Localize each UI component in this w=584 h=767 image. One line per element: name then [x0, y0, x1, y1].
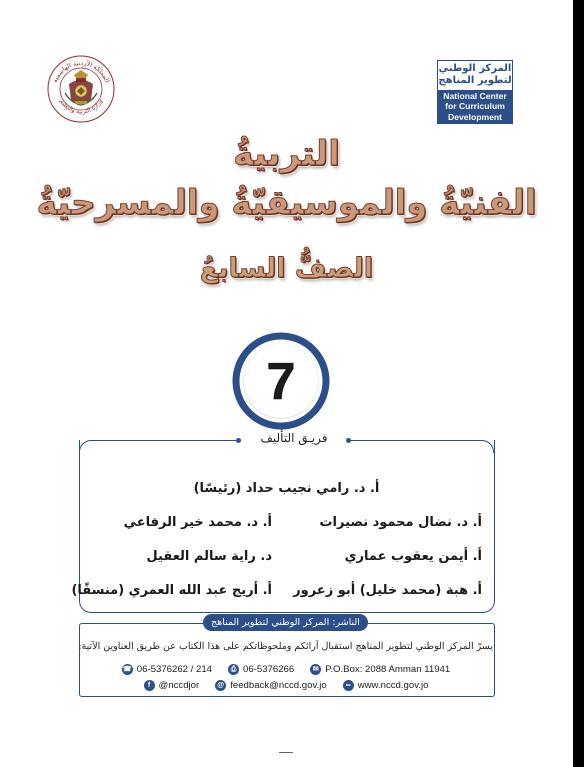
nccd-logo-english: [438, 90, 512, 123]
book-title-line1: التربيةُ: [233, 134, 340, 174]
heading-dot-left: [236, 438, 241, 443]
grade-number-badge: [232, 332, 330, 430]
book-title-line2: الفنيّةُ والموسيقيّةُ والمسرحيّةُ: [36, 183, 537, 223]
author-member-1: أ. د. نضال محمود نصيرات: [319, 515, 482, 530]
ministry-seal-icon: [47, 55, 115, 123]
facebook-text: @nccdjor: [158, 680, 200, 691]
nccd-logo: [437, 60, 513, 124]
authors-box-top-right: [348, 440, 494, 453]
contact-fax: [228, 664, 294, 675]
footer-mark: [279, 752, 293, 753]
svg-text:المملكة الأردنية الهاشمية: المملكة الأردنية الهاشمية: [51, 59, 111, 84]
link-icon: ∞: [343, 680, 354, 691]
grade-title: الصفُّ السابعُ: [199, 253, 374, 284]
grade-number-text: 7: [266, 353, 296, 411]
contact-website[interactable]: [343, 680, 429, 691]
mail-icon: ✉: [310, 664, 321, 675]
phone-text: 06-5376262 / 214: [136, 664, 212, 675]
fax-icon: ⎙: [228, 664, 239, 675]
publisher-note: يسرّ المركز الوطني لتطوير المناهج استقبال آرائكم وملحوظاتكم على هذا الكتاب عن طريق العناوين الآتية:: [78, 641, 493, 652]
author-member-3: أ. أيمن يعقوب عماري: [344, 549, 482, 564]
contact-row-online: [79, 680, 493, 691]
authors-box-top-left: [79, 440, 240, 453]
contact-facebook[interactable]: [144, 680, 200, 691]
phone-icon: ☎: [122, 666, 132, 673]
contact-pobox: [310, 664, 450, 675]
author-member-6: أ. أريج عبد الله العمري (منسقًا): [71, 583, 272, 598]
nccd-logo-ar-line1: المركز الوطني: [438, 63, 512, 74]
author-member-5: أ. هبة (محمد خليل) أبو زعرور: [293, 583, 482, 598]
nccd-logo-en-line2: for Curriculum: [445, 101, 505, 112]
website-text: www.nccd.gov.jo: [357, 680, 429, 691]
nccd-logo-arabic: [438, 61, 512, 89]
heading-dot-right: [346, 438, 351, 443]
fax-text: 06-5376266: [243, 664, 295, 675]
publisher-tab: الناشر: المركز الوطني لتطوير المناهج: [203, 614, 368, 631]
contact-phone: [122, 664, 212, 675]
authors-heading: فريـق التأليف: [260, 431, 328, 445]
right-edge-bar: [573, 0, 584, 767]
at-sign-icon: @: [215, 680, 226, 691]
pobox-text: P.O.Box: 2088 Amman 11941: [325, 664, 451, 675]
nccd-logo-ar-line2: لتطوير المناهج: [438, 75, 512, 86]
nccd-logo-en-line1: National Center: [443, 91, 507, 101]
svg-text:وزارة التربية والتعليم: وزارة التربية والتعليم: [58, 98, 104, 116]
author-member-4: د. راية سالم العقيل: [146, 549, 272, 564]
contact-row-phones: [79, 664, 493, 675]
email-text: feedback@nccd.gov.jo: [230, 680, 327, 691]
nccd-logo-en-line3: Development: [448, 111, 502, 122]
facebook-icon: f: [144, 680, 155, 691]
author-lead: أ. د. رامي نجيب حداد (رئيسًا): [193, 481, 380, 496]
author-member-2: أ. د. محمد خير الرفاعي: [123, 515, 272, 530]
contact-email[interactable]: [215, 680, 327, 691]
